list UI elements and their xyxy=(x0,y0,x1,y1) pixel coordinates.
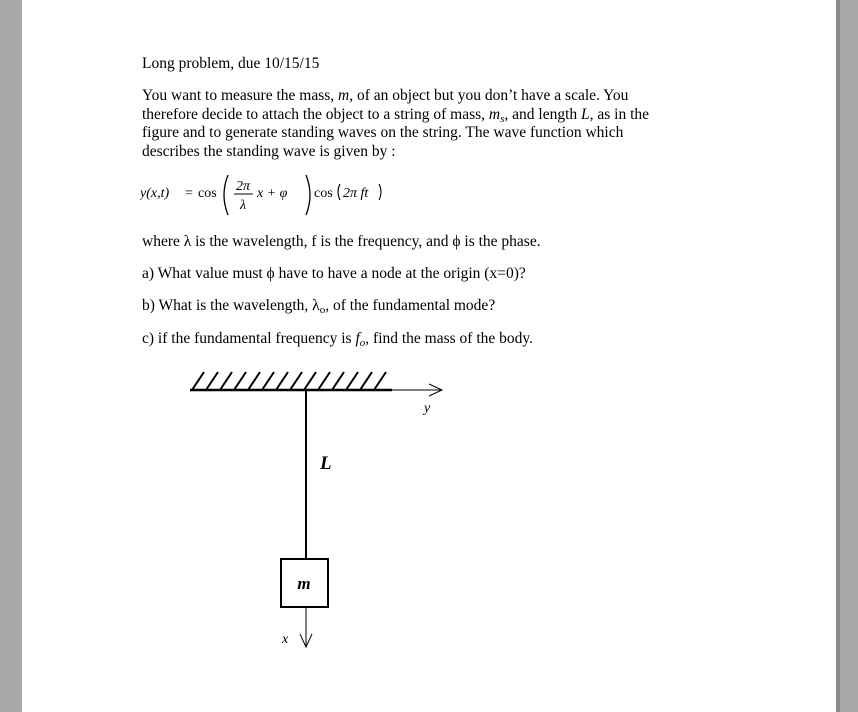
document-page xyxy=(22,0,836,712)
qc-subscript: o xyxy=(359,337,366,349)
paren-open-small xyxy=(338,184,340,200)
intro-line-4: describes the standing wave is given by : xyxy=(142,142,396,160)
eq-equals: = xyxy=(185,186,193,201)
eq-lhs: y(x,t) xyxy=(140,186,170,201)
frequency-symbol: f xyxy=(355,330,360,347)
intro-line-2 xyxy=(142,106,649,125)
length-symbol: L xyxy=(581,105,590,123)
intro-text: , as in the xyxy=(589,105,650,123)
where-line: where λ is the wavelength, f is the frequency, and ϕ is the phase. xyxy=(142,233,541,250)
qc-text: , find the mass of the body. xyxy=(365,330,534,347)
question-c xyxy=(142,330,533,349)
eq-denominator: λ xyxy=(239,198,247,213)
ceiling-hatching xyxy=(192,372,386,390)
intro-text: , of an object but you don’t have a scale. You xyxy=(349,87,629,104)
qb-text: b) What is the wavelength, λ xyxy=(142,297,320,314)
eq-arg2: 2π ft xyxy=(343,186,369,201)
eq-numerator: 2π xyxy=(235,179,251,194)
length-label: L xyxy=(320,453,332,474)
intro-paragraph xyxy=(142,87,649,161)
qb-text: , of the fundamental mode? xyxy=(325,297,496,314)
intro-text: , and length xyxy=(504,105,582,123)
qb-subscript: o xyxy=(319,304,326,316)
intro-text: therefore decide to attach the object to a string of mass, xyxy=(142,105,489,123)
x-axis-label: x xyxy=(282,632,289,647)
left-paren xyxy=(224,175,228,215)
y-axis-label: y xyxy=(424,401,431,416)
eq-cos1: cos xyxy=(198,186,217,201)
page-shadow xyxy=(836,0,840,712)
string-mass-symbol: m xyxy=(488,105,501,123)
paren-close-small xyxy=(379,184,381,200)
eq-cos2: cos xyxy=(314,186,333,201)
intro-line-1 xyxy=(142,87,649,106)
qc-text: c) if the fundamental frequency is xyxy=(142,330,356,347)
y-axis-arrow xyxy=(392,384,442,396)
pendulum-diagram xyxy=(182,360,472,660)
mass-label: m xyxy=(297,574,311,593)
question-b xyxy=(142,297,495,316)
problem-heading: Long problem, due 10/15/15 xyxy=(142,55,320,72)
wave-equation xyxy=(140,172,400,222)
right-paren xyxy=(306,175,310,215)
mass-symbol: m xyxy=(338,87,350,104)
eq-after-frac: x + φ xyxy=(257,186,288,201)
string-mass-subscript: s xyxy=(500,112,505,125)
question-a: a) What value must ϕ have to have a node at the origin (x=0)? xyxy=(142,265,526,282)
intro-line-3: figure and to generate standing waves on the string. The wave function which xyxy=(142,124,624,141)
intro-text: You want to measure the mass, xyxy=(142,87,339,104)
x-axis-arrow xyxy=(300,607,312,647)
